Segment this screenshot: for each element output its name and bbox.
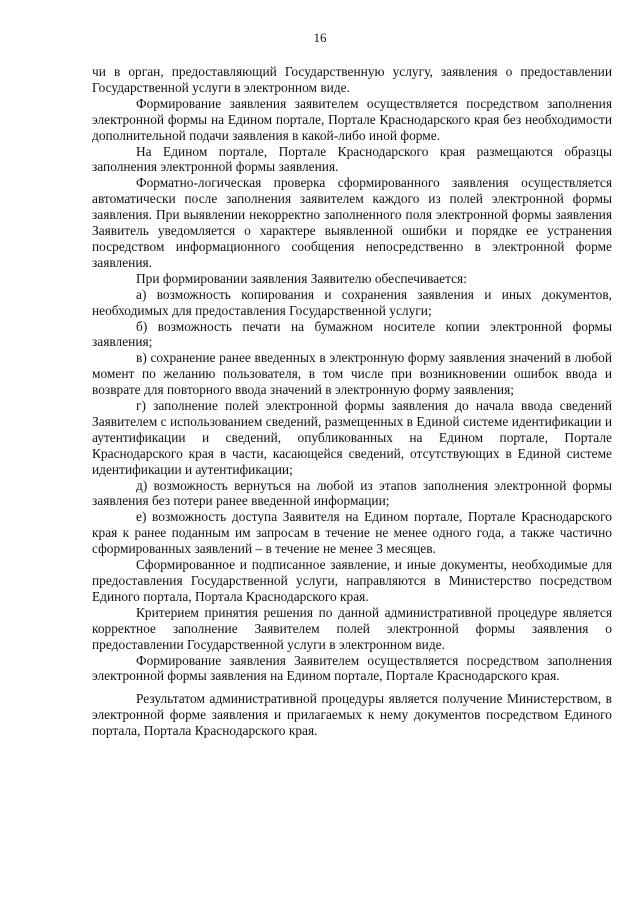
paragraph-format-check: Форматно-логическая проверка сформированного заявления осуществляется автоматически после заполнения заявителем каждого из полей электронной формы заявления. При выявлении некорректно заполненного поля электронной формы заявления Заявитель уведомляется о характере выявленной ошибки и порядке ее устранения посредством информационного сообщения непосредственно в электронной форме заявления. [92, 175, 612, 270]
paragraph-submission: Сформированное и подписанное заявление, и иные документы, необходимые для предоставления Государственной услуги, направляются в Министерство посредством Единого портала, Портала Краснодарского края. [92, 557, 612, 604]
list-item-d: д) возможность вернуться на любой из этапов заполнения электронной формы заявления без потери ранее введенной информации; [92, 477, 612, 509]
paragraph-provided-list-intro: При формировании заявления Заявителю обеспечивается: [136, 270, 467, 286]
list-item-a: а) возможность копирования и сохранения заявления и иных документов, необходимых для предоставления Государственной услуги; [92, 286, 612, 318]
list-item-v: в) сохранение ранее введенных в электронную форму заявления значений в любой момент по желанию пользователя, в том числе при возникновении ошибок ввода и возврате для повторного ввода значений в электронную форму заявления; [92, 350, 612, 398]
paragraph-result: Результатом административной процедуры является получение Министерством, в электронной форме заявления и прилагаемых к нему документов посредством Единого портала, Портала Краснодарского края. [92, 691, 612, 739]
paragraph-continuation: чи в орган, предоставляющий Государственную услугу, заявления о предоставлении Государственной услуги в электронном виде. [92, 64, 612, 95]
document-body [92, 64, 612, 739]
paragraph-form-filling-repeat: Формирование заявления Заявителем осуществляется посредством заполнения электронной формы заявления на Едином портале, Портале Краснодарского края. [92, 652, 612, 684]
list-item-b: б) возможность печати на бумажном носителе копии электронной формы заявления; [92, 318, 612, 350]
list-item-g: г) заполнение полей электронной формы заявления до начала ввода сведений Заявителем с использованием сведений, размещенных в Единой системе идентификации и аутентификации и сведений, опубликованных на Едином портале, Портале Краснодарского края в части, касающейся сведений, отсутствующих в Единой системе идентификации и аутентификации; [92, 398, 612, 477]
list-item-e: е) возможность доступа Заявителя на Едином портале, Портале Краснодарского края к ранее поданным им запросам в течение не менее одного года, а также частично сформированных заявлений – в течение не менее 3 месяцев. [92, 509, 612, 557]
page-number: 16 [313, 30, 327, 45]
paragraph-criterion: Критерием принятия решения по данной административной процедуре является корректное заполнение Заявителем полей электронной формы заявления о предоставлении Государственной услуги в электронном виде. [92, 604, 612, 652]
paragraph-form-filling: Формирование заявления заявителем осуществляется посредством заполнения электронной формы на Едином портале, Портале Краснодарского края без необходимости дополнительной подачи заявления в какой-либо иной форме. [92, 95, 612, 143]
paragraph-samples: На Едином портале, Портале Краснодарского края размещаются образцы заполнения электронной формы заявления. [92, 143, 612, 175]
